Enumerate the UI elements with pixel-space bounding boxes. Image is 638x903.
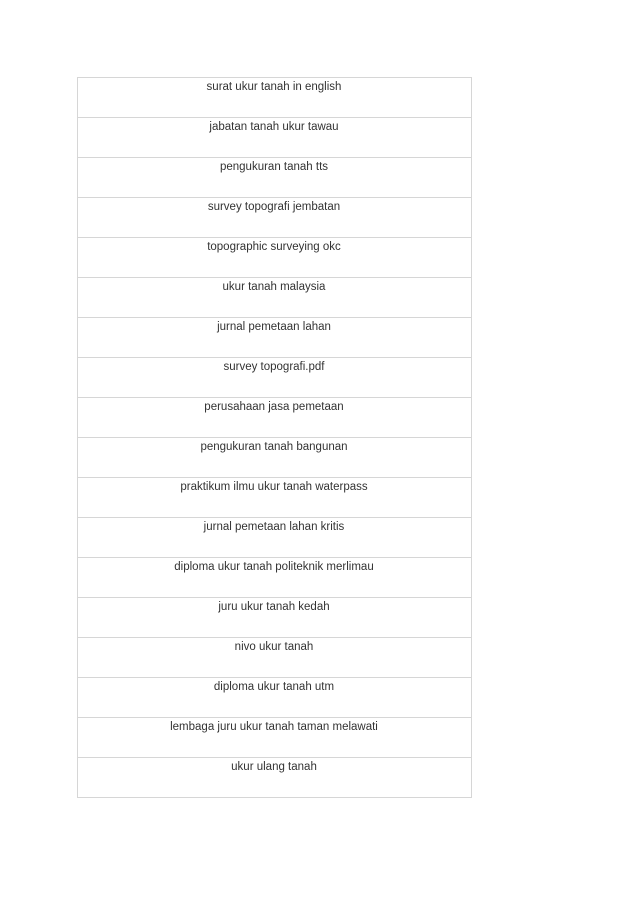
table-row	[78, 358, 471, 398]
table-cell-text: pengukuran tanah bangunan	[200, 441, 348, 453]
table-cell-text: diploma ukur tanah politeknik merlimau	[174, 561, 374, 573]
table-cell-text: topographic surveying okc	[207, 241, 341, 253]
table-row	[78, 118, 471, 158]
table-row	[78, 398, 471, 438]
table-row	[78, 558, 471, 598]
table-row	[78, 158, 471, 198]
table-row	[78, 758, 471, 798]
table-cell-text: lembaga juru ukur tanah taman melawati	[170, 721, 378, 733]
table-row	[78, 278, 471, 318]
table-cell-text: survey topografi.pdf	[223, 361, 325, 373]
table-cell-text: nivo ukur tanah	[234, 641, 314, 653]
table-row	[78, 518, 471, 558]
table-row	[78, 198, 471, 238]
table-row	[78, 678, 471, 718]
table-cell-text: perusahaan jasa pemetaan	[204, 401, 344, 413]
table-row	[78, 78, 471, 118]
table-cell-text: jurnal pemetaan lahan kritis	[203, 521, 345, 533]
table-row	[78, 238, 471, 278]
table-cell-text: jabatan tanah ukur tawau	[209, 121, 339, 133]
table-row	[78, 718, 471, 758]
table-row	[78, 318, 471, 358]
table-cell-text: praktikum ilmu ukur tanah waterpass	[180, 481, 368, 493]
table-row	[78, 598, 471, 638]
table-cell-text: ukur tanah malaysia	[222, 281, 326, 293]
table-row	[78, 478, 471, 518]
table-cell-text: jurnal pemetaan lahan	[217, 321, 331, 333]
keyword-table	[77, 77, 472, 798]
table-cell-text: pengukuran tanah tts	[219, 161, 329, 173]
table-row	[78, 638, 471, 678]
table-cell-text: ukur ulang tanah	[231, 761, 317, 773]
table-cell-text: juru ukur tanah kedah	[218, 601, 330, 613]
table-cell-text: survey topografi jembatan	[207, 201, 341, 213]
table-row	[78, 438, 471, 478]
table-cell-text: surat ukur tanah in english	[206, 81, 342, 93]
table-cell-text: diploma ukur tanah utm	[213, 681, 335, 693]
